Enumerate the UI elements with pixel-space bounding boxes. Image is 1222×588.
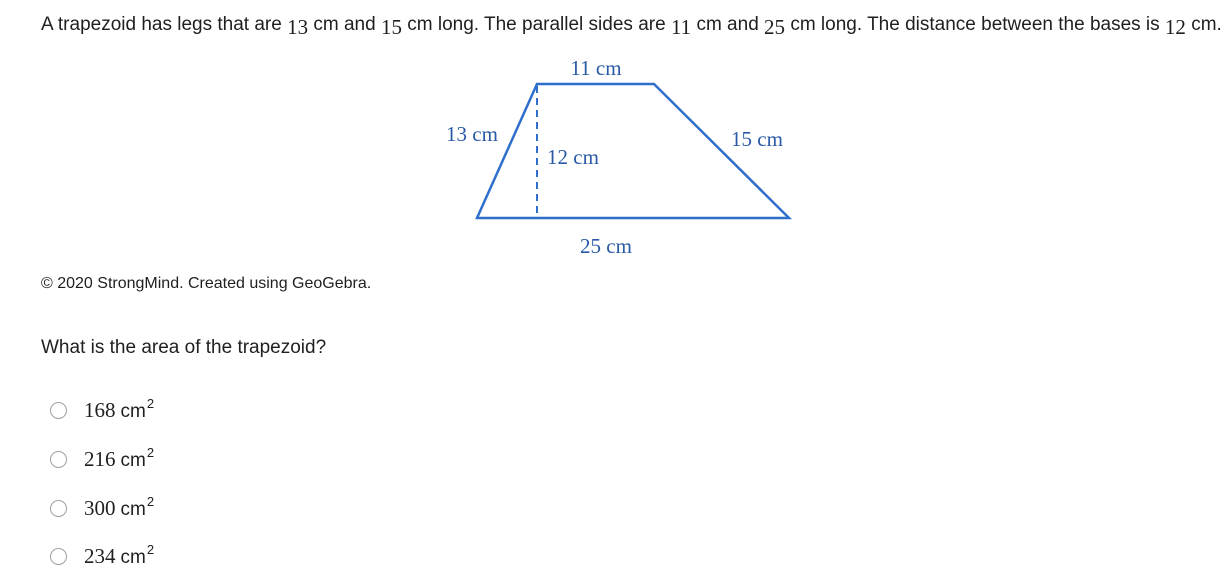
- height-label: 12 cm: [547, 145, 599, 169]
- problem-number: 13: [287, 15, 309, 39]
- left-leg-label: 13 cm: [446, 122, 498, 146]
- problem-number: 15: [380, 15, 402, 39]
- bottom-base-label: 25 cm: [580, 234, 632, 258]
- option-exponent: 2: [146, 493, 155, 509]
- option-unit: cm: [120, 546, 146, 568]
- answer-option-4[interactable]: [50, 541, 154, 571]
- question-text: What is the area of the trapezoid?: [41, 337, 327, 358]
- copyright-credit: © 2020 StrongMind. Created using GeoGebra.: [41, 275, 372, 292]
- answer-option-1[interactable]: [50, 395, 154, 425]
- option-value: 300: [84, 495, 116, 520]
- option-label: [84, 444, 155, 472]
- option-exponent: 2: [146, 395, 155, 411]
- option-exponent: 2: [146, 541, 155, 557]
- problem-number: 25: [764, 15, 786, 39]
- option-unit: cm: [120, 498, 146, 520]
- problem-text: cm and: [691, 14, 765, 35]
- radio-button[interactable]: [50, 548, 67, 565]
- problem-text: cm long. The parallel sides are: [401, 14, 671, 35]
- problem-text: A trapezoid has legs that are: [41, 14, 288, 35]
- top-base-label: 11 cm: [570, 56, 622, 80]
- problem-text: cm.: [1185, 14, 1222, 35]
- option-exponent: 2: [146, 444, 155, 460]
- radio-button[interactable]: [50, 500, 67, 517]
- trapezoid-shape: [477, 84, 789, 218]
- answer-option-3[interactable]: [50, 493, 154, 523]
- option-unit: cm: [120, 449, 146, 471]
- problem-statement: [41, 8, 1222, 40]
- option-label: [84, 541, 155, 569]
- answer-option-2[interactable]: [50, 444, 154, 474]
- option-label: [84, 395, 155, 423]
- radio-button[interactable]: [50, 402, 67, 419]
- trapezoid-figure: [420, 48, 820, 268]
- problem-number: 12: [1164, 15, 1186, 39]
- problem-number: 11: [670, 15, 692, 39]
- problem-text: cm and: [308, 14, 381, 35]
- radio-button[interactable]: [50, 451, 67, 468]
- option-value: 216: [84, 446, 116, 471]
- option-value: 234: [84, 543, 116, 568]
- right-leg-label: 15 cm: [731, 127, 783, 151]
- option-label: [84, 493, 155, 521]
- option-value: 168: [84, 397, 116, 422]
- option-unit: cm: [120, 400, 146, 422]
- problem-text: cm long. The distance between the bases is: [785, 14, 1165, 35]
